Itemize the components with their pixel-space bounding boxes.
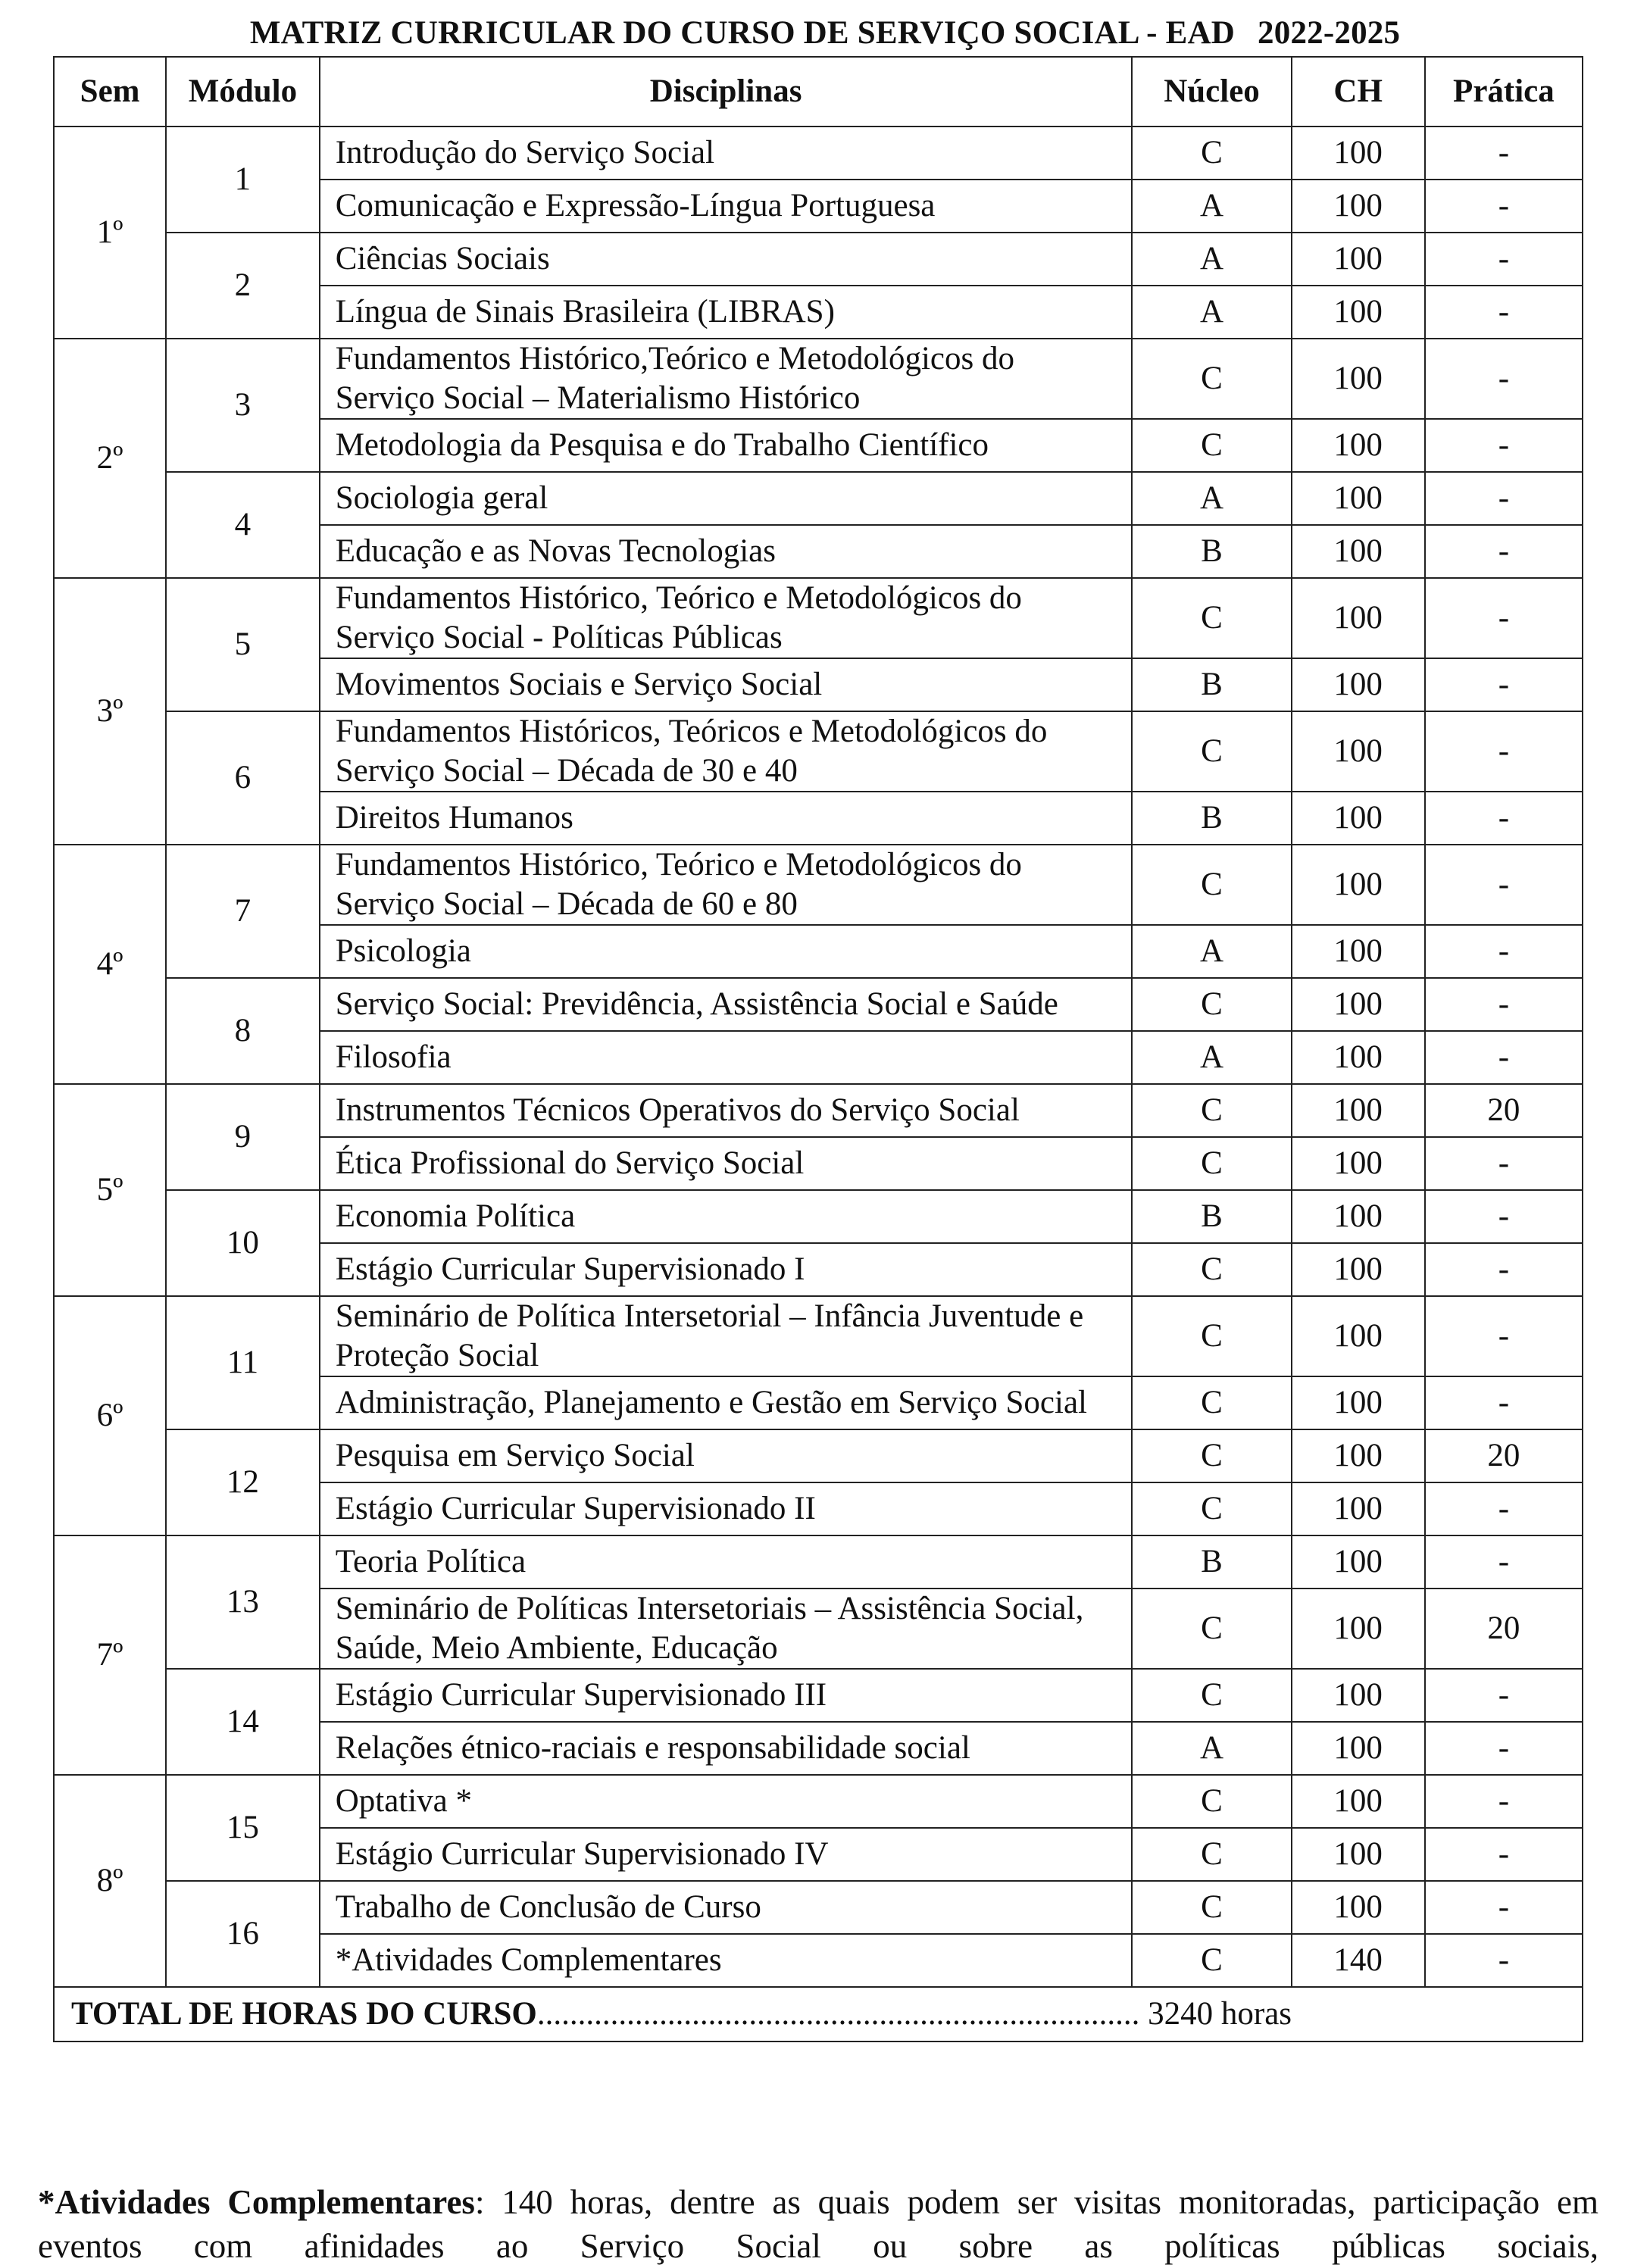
practice-cell: - bbox=[1425, 1775, 1583, 1828]
hours-cell: 100 bbox=[1292, 1589, 1425, 1669]
discipline-cell: Pesquisa em Serviço Social bbox=[320, 1429, 1133, 1482]
total-label: TOTAL DE HORAS DO CURSO bbox=[71, 1996, 537, 2032]
table-row bbox=[54, 1535, 1583, 1589]
header-module: Módulo bbox=[166, 57, 320, 127]
practice-cell: - bbox=[1425, 472, 1583, 525]
practice-cell: - bbox=[1425, 1535, 1583, 1589]
table-row bbox=[54, 978, 1583, 1031]
discipline-cell: Teoria Política bbox=[320, 1535, 1133, 1589]
table-row bbox=[54, 1669, 1583, 1722]
module-cell: 14 bbox=[166, 1669, 320, 1775]
title-years: 2022-2025 bbox=[1258, 15, 1401, 51]
core-cell: B bbox=[1132, 525, 1291, 578]
hours-cell: 100 bbox=[1292, 1429, 1425, 1482]
discipline-cell: Estágio Curricular Supervisionado IV bbox=[320, 1828, 1133, 1881]
discipline-cell: Relações étnico-raciais e responsabilidade social bbox=[320, 1722, 1133, 1775]
module-cell: 6 bbox=[166, 711, 320, 845]
footnote-label: *Atividades Complementares bbox=[38, 2183, 475, 2221]
title-main: MATRIZ CURRICULAR DO CURSO DE SERVIÇO SOCIAL - EAD bbox=[249, 15, 1236, 51]
core-cell: B bbox=[1132, 1535, 1291, 1589]
practice-cell: - bbox=[1425, 925, 1583, 978]
discipline-cell: Fundamentos Históricos, Teóricos e Metodológicos do Serviço Social – Década de 30 e 40 bbox=[320, 711, 1133, 792]
footnote bbox=[38, 2180, 1598, 2268]
hours-cell: 100 bbox=[1292, 711, 1425, 792]
practice-cell: - bbox=[1425, 792, 1583, 845]
core-cell: C bbox=[1132, 127, 1291, 180]
core-cell: C bbox=[1132, 711, 1291, 792]
core-cell: C bbox=[1132, 1296, 1291, 1376]
core-cell: C bbox=[1132, 978, 1291, 1031]
table-row bbox=[54, 1296, 1583, 1376]
module-cell: 16 bbox=[166, 1881, 320, 1987]
discipline-cell: Estágio Curricular Supervisionado II bbox=[320, 1482, 1133, 1535]
discipline-cell: Trabalho de Conclusão de Curso bbox=[320, 1881, 1133, 1934]
core-cell: C bbox=[1132, 419, 1291, 472]
hours-cell: 100 bbox=[1292, 180, 1425, 233]
discipline-cell: Educação e as Novas Tecnologias bbox=[320, 525, 1133, 578]
discipline-cell: Fundamentos Histórico,Teórico e Metodológicos do Serviço Social – Materialismo Histórico bbox=[320, 339, 1133, 419]
hours-cell: 100 bbox=[1292, 1482, 1425, 1535]
core-cell: C bbox=[1132, 1137, 1291, 1190]
discipline-cell: Estágio Curricular Supervisionado I bbox=[320, 1243, 1133, 1296]
core-cell: B bbox=[1132, 1190, 1291, 1243]
hours-cell: 100 bbox=[1292, 1031, 1425, 1084]
semester-cell: 4º bbox=[54, 845, 166, 1084]
semester-cell: 6º bbox=[54, 1296, 166, 1535]
table-row bbox=[54, 339, 1583, 419]
core-cell: C bbox=[1132, 1669, 1291, 1722]
discipline-cell: Psicologia bbox=[320, 925, 1133, 978]
practice-cell: 20 bbox=[1425, 1084, 1583, 1137]
practice-cell: - bbox=[1425, 419, 1583, 472]
practice-cell: - bbox=[1425, 1296, 1583, 1376]
practice-cell: 20 bbox=[1425, 1429, 1583, 1482]
semester-cell: 5º bbox=[54, 1084, 166, 1296]
practice-cell: - bbox=[1425, 711, 1583, 792]
module-cell: 5 bbox=[166, 578, 320, 711]
core-cell: B bbox=[1132, 658, 1291, 711]
header-hours: CH bbox=[1292, 57, 1425, 127]
discipline-cell: Movimentos Sociais e Serviço Social bbox=[320, 658, 1133, 711]
semester-cell: 8º bbox=[54, 1775, 166, 1987]
semester-cell: 2º bbox=[54, 339, 166, 578]
core-cell: A bbox=[1132, 180, 1291, 233]
module-cell: 7 bbox=[166, 845, 320, 978]
module-cell: 3 bbox=[166, 339, 320, 472]
hours-cell: 100 bbox=[1292, 472, 1425, 525]
discipline-cell: Administração, Planejamento e Gestão em Serviço Social bbox=[320, 1376, 1133, 1429]
semester-cell: 7º bbox=[54, 1535, 166, 1775]
practice-cell: - bbox=[1425, 339, 1583, 419]
discipline-cell: Comunicação e Expressão-Língua Portuguesa bbox=[320, 180, 1133, 233]
module-cell: 12 bbox=[166, 1429, 320, 1535]
discipline-cell: Fundamentos Histórico, Teórico e Metodológicos do Serviço Social - Políticas Públicas bbox=[320, 578, 1133, 658]
discipline-cell: Direitos Humanos bbox=[320, 792, 1133, 845]
core-cell: C bbox=[1132, 1775, 1291, 1828]
discipline-cell: Optativa * bbox=[320, 1775, 1133, 1828]
hours-cell: 100 bbox=[1292, 1243, 1425, 1296]
hours-cell: 100 bbox=[1292, 233, 1425, 286]
module-cell: 8 bbox=[166, 978, 320, 1084]
total-row bbox=[54, 1987, 1583, 2042]
hours-cell: 100 bbox=[1292, 1881, 1425, 1934]
header-practice: Prática bbox=[1425, 57, 1583, 127]
hours-cell: 100 bbox=[1292, 286, 1425, 339]
core-cell: A bbox=[1132, 472, 1291, 525]
hours-cell: 100 bbox=[1292, 1535, 1425, 1589]
core-cell: C bbox=[1132, 1934, 1291, 1987]
hours-cell: 100 bbox=[1292, 1376, 1425, 1429]
discipline-cell: Introdução do Serviço Social bbox=[320, 127, 1133, 180]
practice-cell: - bbox=[1425, 233, 1583, 286]
core-cell: C bbox=[1132, 1376, 1291, 1429]
table-body bbox=[54, 127, 1583, 1987]
discipline-cell: Serviço Social: Previdência, Assistência Social e Saúde bbox=[320, 978, 1133, 1031]
hours-cell: 100 bbox=[1292, 658, 1425, 711]
discipline-cell: Metodologia da Pesquisa e do Trabalho Científico bbox=[320, 419, 1133, 472]
hours-cell: 100 bbox=[1292, 1296, 1425, 1376]
table-row bbox=[54, 711, 1583, 792]
header-sem: Sem bbox=[54, 57, 166, 127]
discipline-cell: Filosofia bbox=[320, 1031, 1133, 1084]
table-header bbox=[54, 57, 1583, 127]
table-row bbox=[54, 1190, 1583, 1243]
practice-cell: - bbox=[1425, 1934, 1583, 1987]
practice-cell: - bbox=[1425, 1881, 1583, 1934]
discipline-cell: *Atividades Complementares bbox=[320, 1934, 1133, 1987]
table-row bbox=[54, 127, 1583, 180]
total-value: 3240 horas bbox=[1139, 1996, 1292, 2032]
discipline-cell: Ciências Sociais bbox=[320, 233, 1133, 286]
module-cell: 1 bbox=[166, 127, 320, 233]
discipline-cell: Sociologia geral bbox=[320, 472, 1133, 525]
practice-cell: - bbox=[1425, 525, 1583, 578]
discipline-cell: Economia Política bbox=[320, 1190, 1133, 1243]
table-row bbox=[54, 578, 1583, 658]
hours-cell: 100 bbox=[1292, 578, 1425, 658]
hours-cell: 100 bbox=[1292, 339, 1425, 419]
practice-cell: - bbox=[1425, 1669, 1583, 1722]
core-cell: C bbox=[1132, 339, 1291, 419]
table-footer bbox=[54, 1987, 1583, 2042]
practice-cell: - bbox=[1425, 845, 1583, 925]
table-row bbox=[54, 1084, 1583, 1137]
hours-cell: 100 bbox=[1292, 1669, 1425, 1722]
core-cell: A bbox=[1132, 1722, 1291, 1775]
table-row bbox=[54, 472, 1583, 525]
practice-cell: - bbox=[1425, 1722, 1583, 1775]
hours-cell: 100 bbox=[1292, 978, 1425, 1031]
core-cell: A bbox=[1132, 286, 1291, 339]
core-cell: A bbox=[1132, 233, 1291, 286]
module-cell: 9 bbox=[166, 1084, 320, 1190]
total-leader: .......................................................................... bbox=[536, 1996, 1140, 2032]
module-cell: 2 bbox=[166, 233, 320, 339]
core-cell: A bbox=[1132, 925, 1291, 978]
module-cell: 15 bbox=[166, 1775, 320, 1881]
practice-cell: - bbox=[1425, 1243, 1583, 1296]
practice-cell: - bbox=[1425, 1376, 1583, 1429]
hours-cell: 100 bbox=[1292, 1137, 1425, 1190]
discipline-cell: Ética Profissional do Serviço Social bbox=[320, 1137, 1133, 1190]
hours-cell: 100 bbox=[1292, 1775, 1425, 1828]
core-cell: C bbox=[1132, 1589, 1291, 1669]
practice-cell: 20 bbox=[1425, 1589, 1583, 1669]
hours-cell: 100 bbox=[1292, 845, 1425, 925]
module-cell: 13 bbox=[166, 1535, 320, 1669]
discipline-cell: Seminário de Políticas Intersetoriais – Assistência Social, Saúde, Meio Ambiente, Educação bbox=[320, 1589, 1133, 1669]
core-cell: C bbox=[1132, 845, 1291, 925]
practice-cell: - bbox=[1425, 1828, 1583, 1881]
module-cell: 10 bbox=[166, 1190, 320, 1296]
header-disciplines: Disciplinas bbox=[320, 57, 1133, 127]
core-cell: C bbox=[1132, 1243, 1291, 1296]
core-cell: C bbox=[1132, 1429, 1291, 1482]
core-cell: C bbox=[1132, 1482, 1291, 1535]
header-core: Núcleo bbox=[1132, 57, 1291, 127]
header-row bbox=[54, 57, 1583, 127]
practice-cell: - bbox=[1425, 127, 1583, 180]
curriculum-table bbox=[53, 56, 1583, 2042]
core-cell: C bbox=[1132, 1084, 1291, 1137]
discipline-cell: Fundamentos Histórico, Teórico e Metodológicos do Serviço Social – Década de 60 e 80 bbox=[320, 845, 1133, 925]
practice-cell: - bbox=[1425, 578, 1583, 658]
practice-cell: - bbox=[1425, 1031, 1583, 1084]
practice-cell: - bbox=[1425, 1482, 1583, 1535]
practice-cell: - bbox=[1425, 1137, 1583, 1190]
table-row bbox=[54, 1881, 1583, 1934]
hours-cell: 100 bbox=[1292, 792, 1425, 845]
table-row bbox=[54, 1775, 1583, 1828]
core-cell: C bbox=[1132, 578, 1291, 658]
table-row bbox=[54, 1429, 1583, 1482]
discipline-cell: Seminário de Política Intersetorial – Infância Juventude e Proteção Social bbox=[320, 1296, 1133, 1376]
core-cell: C bbox=[1132, 1881, 1291, 1934]
footnote-text: : 140 horas, dentre as quais podem ser visitas monitoradas, participação em eventos com afinidades ao Serviço Social ou sobre as políticas públicas sociais, bbox=[38, 2183, 1598, 2265]
semester-cell: 3º bbox=[54, 578, 166, 845]
hours-cell: 100 bbox=[1292, 419, 1425, 472]
hours-cell: 100 bbox=[1292, 1190, 1425, 1243]
practice-cell: - bbox=[1425, 978, 1583, 1031]
total-cell bbox=[54, 1987, 1583, 2042]
hours-cell: 100 bbox=[1292, 925, 1425, 978]
module-cell: 4 bbox=[166, 472, 320, 578]
module-cell: 11 bbox=[166, 1296, 320, 1429]
core-cell: B bbox=[1132, 792, 1291, 845]
practice-cell: - bbox=[1425, 658, 1583, 711]
practice-cell: - bbox=[1425, 1190, 1583, 1243]
practice-cell: - bbox=[1425, 286, 1583, 339]
discipline-cell: Instrumentos Técnicos Operativos do Serviço Social bbox=[320, 1084, 1133, 1137]
hours-cell: 100 bbox=[1292, 1722, 1425, 1775]
hours-cell: 100 bbox=[1292, 127, 1425, 180]
hours-cell: 100 bbox=[1292, 525, 1425, 578]
hours-cell: 140 bbox=[1292, 1934, 1425, 1987]
hours-cell: 100 bbox=[1292, 1084, 1425, 1137]
core-cell: A bbox=[1132, 1031, 1291, 1084]
semester-cell: 1º bbox=[54, 127, 166, 339]
discipline-cell: Estágio Curricular Supervisionado III bbox=[320, 1669, 1133, 1722]
hours-cell: 100 bbox=[1292, 1828, 1425, 1881]
core-cell: C bbox=[1132, 1828, 1291, 1881]
page-title bbox=[0, 11, 1650, 56]
table-row bbox=[54, 845, 1583, 925]
table-row bbox=[54, 233, 1583, 286]
discipline-cell: Língua de Sinais Brasileira (LIBRAS) bbox=[320, 286, 1133, 339]
practice-cell: - bbox=[1425, 180, 1583, 233]
